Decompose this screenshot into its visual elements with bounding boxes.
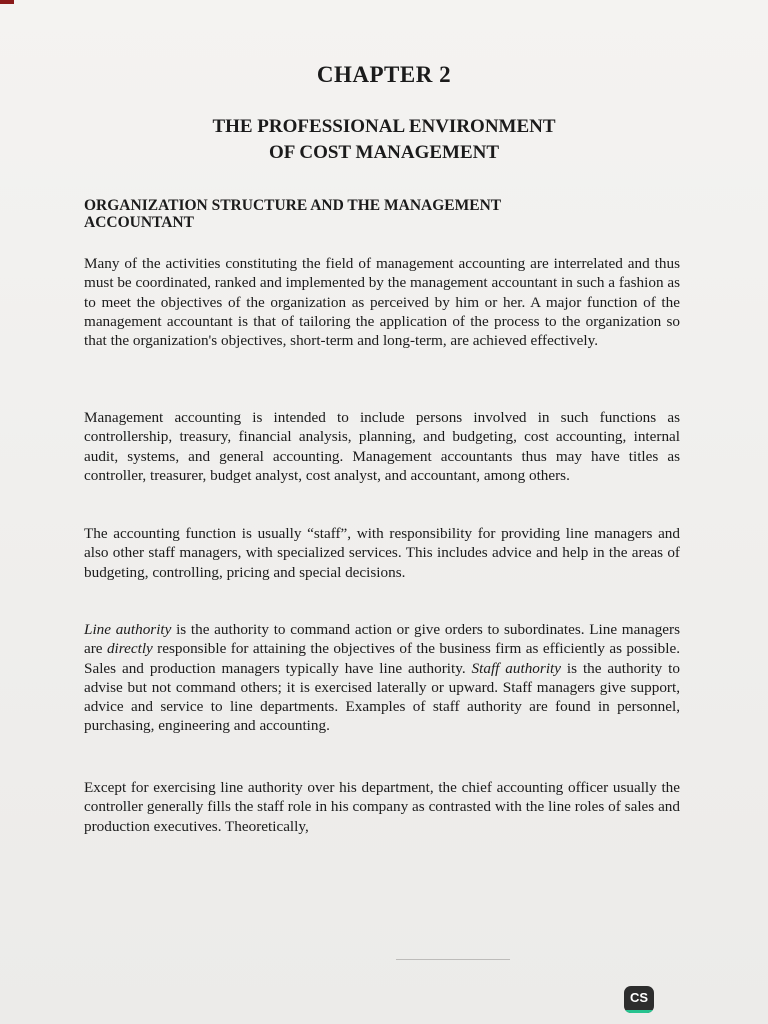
section-heading-line-1: ORGANIZATION STRUCTURE AND THE MANAGEMENT (84, 197, 502, 214)
paragraph-4 (84, 620, 680, 736)
paragraph-5: Except for exercising line authority over his department, the chief accounting officer usually the controller generally fills the staff role in his company as contrasted with the line roles of sales and production executives. Theoretically, (84, 779, 680, 835)
chapter-title (0, 114, 768, 166)
corner-mark (0, 0, 14, 4)
term-directly: directly (106, 640, 153, 658)
paragraph-2: Management accounting is intended to include persons involved in such functions as controllership, treasury, financial analysis, planning, and budgeting, cost accounting, internal audit, systems, and general accounting. Management accountants thus may have titles as controller, treasurer, budget analyst, cost analyst, and accountant, among others. (84, 409, 680, 484)
chapter-title-line-2: OF COST MANAGEMENT (268, 142, 500, 163)
term-line-authority: Line authority (84, 621, 172, 638)
camscanner-badge: CS (624, 986, 654, 1013)
section-heading-line-2: ACCOUNTANT (84, 214, 194, 231)
paragraph-4-part-1: is the authority to command action or give orders to subordinates. Line managers are (84, 621, 680, 658)
paragraph-1: Many of the activities constituting the field of management accounting are interrelated and thus must be coordinated, ranked and implemented by the management accountant in such a fashion as to meet the objectives of the organization as perceived by him or her. A major function of the management accountant is that of tailoring the application of the process to the organization so that the organization's objectives, short-term and long-term, are achieved effectively. (84, 255, 680, 350)
chapter-title-line-1: THE PROFESSIONAL ENVIRONMENT (212, 116, 556, 137)
chapter-heading: CHAPTER 2 (316, 62, 452, 87)
paragraph-4-part-2: responsible for attaining the objectives of the business firm as efficiently as possible. Sales and production managers typically have line authority. (84, 640, 680, 677)
paragraph-3: The accounting function is usually “staff”, with responsibility for providing line managers and also other staff managers, with specialized services. This includes advice and help in the areas of budgeting, controlling, pricing and special decisions. (84, 525, 680, 581)
section-heading (84, 197, 644, 231)
footer-divider (396, 959, 510, 960)
term-staff-authority: Staff authority (471, 659, 561, 677)
paragraph-4-part-3: is the authority to advise but not command others; it is exercised laterally or upward. Staff managers give support, advice and service to line departments. Examples of staff authority are found in personnel, purchasing, engineering and accounting. (84, 659, 680, 735)
